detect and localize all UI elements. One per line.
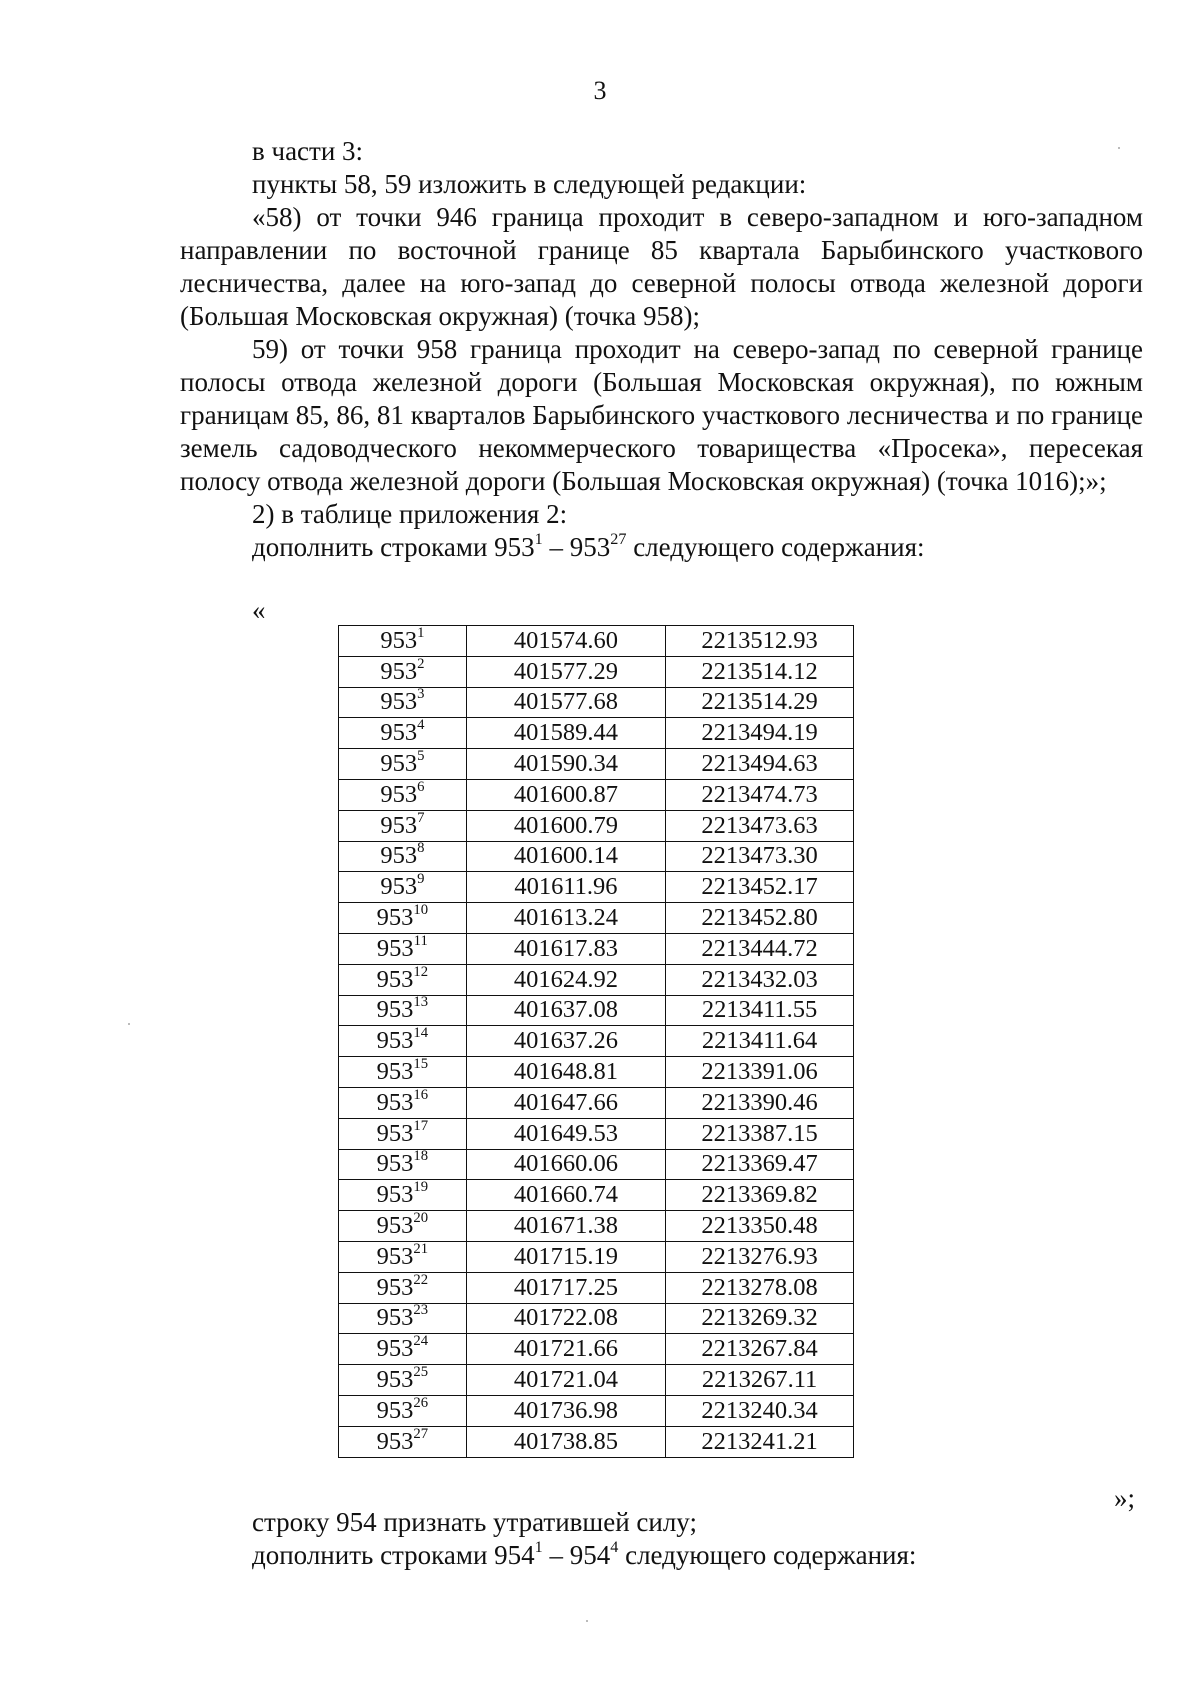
x-coordinate-cell: 401600.14 <box>466 841 665 872</box>
x-coordinate-cell: 401671.38 <box>466 1211 665 1242</box>
y-coordinate-cell: 2213267.84 <box>666 1334 854 1365</box>
y-coordinate-cell: 2213473.63 <box>666 810 854 841</box>
point-index: 7 <box>417 809 425 826</box>
point-index: 26 <box>413 1394 429 1411</box>
x-coordinate-cell: 401637.08 <box>466 995 665 1026</box>
table-row <box>339 1057 854 1088</box>
scan-speck <box>1118 147 1120 149</box>
point-number: 953 <box>376 934 414 962</box>
point-number: 953 <box>376 1242 414 1270</box>
point-number-cell <box>339 779 467 810</box>
point-number: 953 <box>376 996 414 1024</box>
x-coordinate-cell: 401660.74 <box>466 1180 665 1211</box>
point-index: 14 <box>413 1025 429 1042</box>
table-row <box>339 626 854 657</box>
point-index: 22 <box>413 1271 429 1288</box>
add-rows-from-base: 954 <box>494 1540 535 1570</box>
x-coordinate-cell: 401589.44 <box>466 718 665 749</box>
point-number: 953 <box>376 1212 414 1240</box>
add-rows-suffix: следующего содержания: <box>626 532 925 562</box>
point-index: 8 <box>417 840 425 857</box>
paragraph-add-rows-953 <box>180 531 1143 564</box>
x-coordinate-cell: 401715.19 <box>466 1241 665 1272</box>
point-number-cell <box>339 1334 467 1365</box>
paragraph-point-59: 59) от точки 958 граница проходит на северо-запад по северной границе полосы отвода железной дороги (Большая Московская окружная), по южным границам 85, 86, 81 кварталов Барыбинского участкового лесничества и по границе земель садоводческого некоммерческого товарищества «Просека», пересекая полосу отвода железной дороги (Большая Московская окружная) (точка 1016);»; <box>180 334 1143 496</box>
x-coordinate-cell: 401722.08 <box>466 1303 665 1334</box>
scan-speck <box>586 1620 588 1622</box>
y-coordinate-cell: 2213390.46 <box>666 1087 854 1118</box>
y-coordinate-cell: 2213241.21 <box>666 1426 854 1457</box>
table-row <box>339 1211 854 1242</box>
point-number: 953 <box>376 965 414 993</box>
x-coordinate-cell: 401577.68 <box>466 687 665 718</box>
table-row <box>339 964 854 995</box>
point-number: 953 <box>376 1088 414 1116</box>
add-rows-dash: – <box>542 532 570 562</box>
x-coordinate-cell: 401590.34 <box>466 749 665 780</box>
point-index: 2 <box>417 655 425 672</box>
x-coordinate-cell: 401721.04 <box>466 1365 665 1396</box>
y-coordinate-cell: 2213391.06 <box>666 1057 854 1088</box>
x-coordinate-cell: 401577.29 <box>466 656 665 687</box>
x-coordinate-cell: 401617.83 <box>466 933 665 964</box>
point-index: 13 <box>413 994 429 1011</box>
paragraph-repeal-954: строку 954 признать утратившей силу; <box>252 1507 697 1537</box>
point-number: 953 <box>376 1119 414 1147</box>
point-index: 21 <box>413 1240 429 1257</box>
point-number: 953 <box>376 1058 414 1086</box>
point-number-cell <box>339 1365 467 1396</box>
point-number: 953 <box>376 1181 414 1209</box>
point-number-cell <box>339 1057 467 1088</box>
coordinates-table-body <box>339 626 854 1458</box>
x-coordinate-cell: 401717.25 <box>466 1272 665 1303</box>
table-row <box>339 1365 854 1396</box>
y-coordinate-cell: 2213444.72 <box>666 933 854 964</box>
point-number-cell <box>339 810 467 841</box>
table-row <box>339 1334 854 1365</box>
coordinates-table <box>338 625 854 1458</box>
point-index: 12 <box>413 963 429 980</box>
table-row <box>339 1026 854 1057</box>
table-row <box>339 1149 854 1180</box>
y-coordinate-cell: 2213369.82 <box>666 1180 854 1211</box>
point-number: 953 <box>376 1335 414 1363</box>
x-coordinate-cell: 401611.96 <box>466 872 665 903</box>
table-row <box>339 656 854 687</box>
body-text <box>180 135 1143 564</box>
point-number: 953 <box>376 1150 414 1178</box>
add-rows-suffix: следующего содержания: <box>618 1540 917 1570</box>
point-number-cell <box>339 903 467 934</box>
add-rows-from-sup: 1 <box>534 1537 543 1556</box>
table-row <box>339 1241 854 1272</box>
paragraph-points-intro: пункты 58, 59 изложить в следующей редакции: <box>252 169 807 199</box>
point-number-cell <box>339 749 467 780</box>
y-coordinate-cell: 2213269.32 <box>666 1303 854 1334</box>
point-number-cell <box>339 1087 467 1118</box>
point-index: 9 <box>417 871 425 888</box>
y-coordinate-cell: 2213350.48 <box>666 1211 854 1242</box>
y-coordinate-cell: 2213411.55 <box>666 995 854 1026</box>
table-row <box>339 1087 854 1118</box>
add-rows-to-base: 954 <box>569 1540 611 1570</box>
point-number: 953 <box>376 1273 414 1301</box>
point-index: 1 <box>417 624 425 641</box>
point-number-cell <box>339 656 467 687</box>
x-coordinate-cell: 401738.85 <box>466 1426 665 1457</box>
point-index: 25 <box>413 1364 429 1380</box>
y-coordinate-cell: 2213276.93 <box>666 1241 854 1272</box>
point-number-cell <box>339 872 467 903</box>
body-text-continued <box>180 1506 1143 1572</box>
table-row <box>339 1395 854 1426</box>
y-coordinate-cell: 2213514.12 <box>666 656 854 687</box>
point-index: 5 <box>417 748 425 765</box>
add-rows-dash: – <box>542 1540 570 1570</box>
point-index: 19 <box>413 1179 429 1196</box>
table-row <box>339 1118 854 1149</box>
point-index: 17 <box>413 1117 429 1134</box>
scan-speck <box>128 1023 130 1025</box>
x-coordinate-cell: 401647.66 <box>466 1087 665 1118</box>
point-number: 953 <box>380 873 418 901</box>
y-coordinate-cell: 2213240.34 <box>666 1395 854 1426</box>
add-rows-to-sup: 4 <box>610 1537 619 1556</box>
table-row <box>339 1180 854 1211</box>
y-coordinate-cell: 2213473.30 <box>666 841 854 872</box>
point-number: 953 <box>380 626 418 654</box>
paragraph-part-3: в части 3: <box>252 136 364 166</box>
point-index: 18 <box>413 1148 429 1165</box>
x-coordinate-cell: 401736.98 <box>466 1395 665 1426</box>
table-row <box>339 903 854 934</box>
x-coordinate-cell: 401721.66 <box>466 1334 665 1365</box>
point-number-cell <box>339 1272 467 1303</box>
point-index: 20 <box>413 1210 429 1227</box>
y-coordinate-cell: 2213514.29 <box>666 687 854 718</box>
point-number: 953 <box>380 688 418 716</box>
point-number: 953 <box>376 1427 414 1455</box>
point-index: 15 <box>413 1056 429 1073</box>
x-coordinate-cell: 401648.81 <box>466 1057 665 1088</box>
point-number-cell <box>339 933 467 964</box>
x-coordinate-cell: 401600.79 <box>466 810 665 841</box>
paragraph-table-intro: 2) в таблице приложения 2: <box>252 499 568 529</box>
point-number: 953 <box>380 657 418 685</box>
point-number: 953 <box>380 719 418 747</box>
point-number-cell <box>339 995 467 1026</box>
point-number-cell <box>339 1303 467 1334</box>
point-number: 953 <box>376 904 414 932</box>
point-index: 3 <box>417 686 425 703</box>
point-number: 953 <box>380 811 418 839</box>
x-coordinate-cell: 401613.24 <box>466 903 665 934</box>
point-number-cell <box>339 687 467 718</box>
point-number: 953 <box>376 1304 414 1332</box>
y-coordinate-cell: 2213411.64 <box>666 1026 854 1057</box>
point-index: 24 <box>413 1333 429 1350</box>
point-number-cell <box>339 1241 467 1272</box>
table-row <box>339 810 854 841</box>
table-row <box>339 1272 854 1303</box>
point-number-cell <box>339 1395 467 1426</box>
point-number-cell <box>339 1026 467 1057</box>
point-number-cell <box>339 1211 467 1242</box>
point-number-cell <box>339 718 467 749</box>
point-number-cell <box>339 964 467 995</box>
point-number-cell <box>339 1180 467 1211</box>
point-number-cell <box>339 841 467 872</box>
point-index: 23 <box>413 1302 429 1319</box>
point-index: 10 <box>413 902 429 919</box>
y-coordinate-cell: 2213494.19 <box>666 718 854 749</box>
table-row <box>339 1303 854 1334</box>
point-number: 953 <box>376 1396 414 1424</box>
point-index: 16 <box>413 1086 429 1103</box>
point-number-cell <box>339 1426 467 1457</box>
add-rows-to-base: 953 <box>569 532 611 562</box>
point-index: 27 <box>413 1425 429 1442</box>
y-coordinate-cell: 2213267.11 <box>666 1365 854 1396</box>
paragraph-point-58: «58) от точки 946 граница проходит в северо-западном и юго-западном направлении по восточной границе 85 квартала Барыбинского участкового лесничества, далее на юго-запад до северной полосы отвода железной дороги (Большая Московская окружная) (точка 958); <box>180 202 1143 331</box>
add-rows-from-sup: 1 <box>534 529 543 548</box>
table-row <box>339 1426 854 1457</box>
point-number-cell <box>339 626 467 657</box>
y-coordinate-cell: 2213474.73 <box>666 779 854 810</box>
add-rows-to-sup: 27 <box>610 529 627 548</box>
x-coordinate-cell: 401637.26 <box>466 1026 665 1057</box>
point-number-cell <box>339 1118 467 1149</box>
point-number-cell <box>339 1149 467 1180</box>
x-coordinate-cell: 401649.53 <box>466 1118 665 1149</box>
y-coordinate-cell: 2213278.08 <box>666 1272 854 1303</box>
y-coordinate-cell: 2213369.47 <box>666 1149 854 1180</box>
point-number: 953 <box>380 780 418 808</box>
y-coordinate-cell: 2213512.93 <box>666 626 854 657</box>
point-number: 953 <box>380 750 418 778</box>
table-row <box>339 872 854 903</box>
table-row <box>339 749 854 780</box>
table-row <box>339 841 854 872</box>
point-index: 11 <box>413 932 428 949</box>
table-row <box>339 779 854 810</box>
x-coordinate-cell: 401600.87 <box>466 779 665 810</box>
y-coordinate-cell: 2213452.17 <box>666 872 854 903</box>
add-rows-prefix: дополнить строками <box>252 532 495 562</box>
table-row <box>339 933 854 964</box>
paragraph-add-rows-954 <box>180 1539 1143 1572</box>
add-rows-from-base: 953 <box>494 532 535 562</box>
closing-quote: »; <box>1114 1483 1136 1513</box>
table-row <box>339 718 854 749</box>
x-coordinate-cell: 401574.60 <box>466 626 665 657</box>
x-coordinate-cell: 401660.06 <box>466 1149 665 1180</box>
point-number: 953 <box>380 842 418 870</box>
page-number: 3 <box>593 76 607 105</box>
point-index: 6 <box>417 778 425 795</box>
table-row <box>339 687 854 718</box>
add-rows-prefix: дополнить строками <box>252 1540 495 1570</box>
y-coordinate-cell: 2213494.63 <box>666 749 854 780</box>
point-number: 953 <box>376 1027 414 1055</box>
point-number: 953 <box>376 1366 414 1394</box>
y-coordinate-cell: 2213387.15 <box>666 1118 854 1149</box>
x-coordinate-cell: 401624.92 <box>466 964 665 995</box>
y-coordinate-cell: 2213432.03 <box>666 964 854 995</box>
table-row <box>339 995 854 1026</box>
y-coordinate-cell: 2213452.80 <box>666 903 854 934</box>
point-index: 4 <box>417 717 425 734</box>
opening-quote: « <box>252 595 266 625</box>
